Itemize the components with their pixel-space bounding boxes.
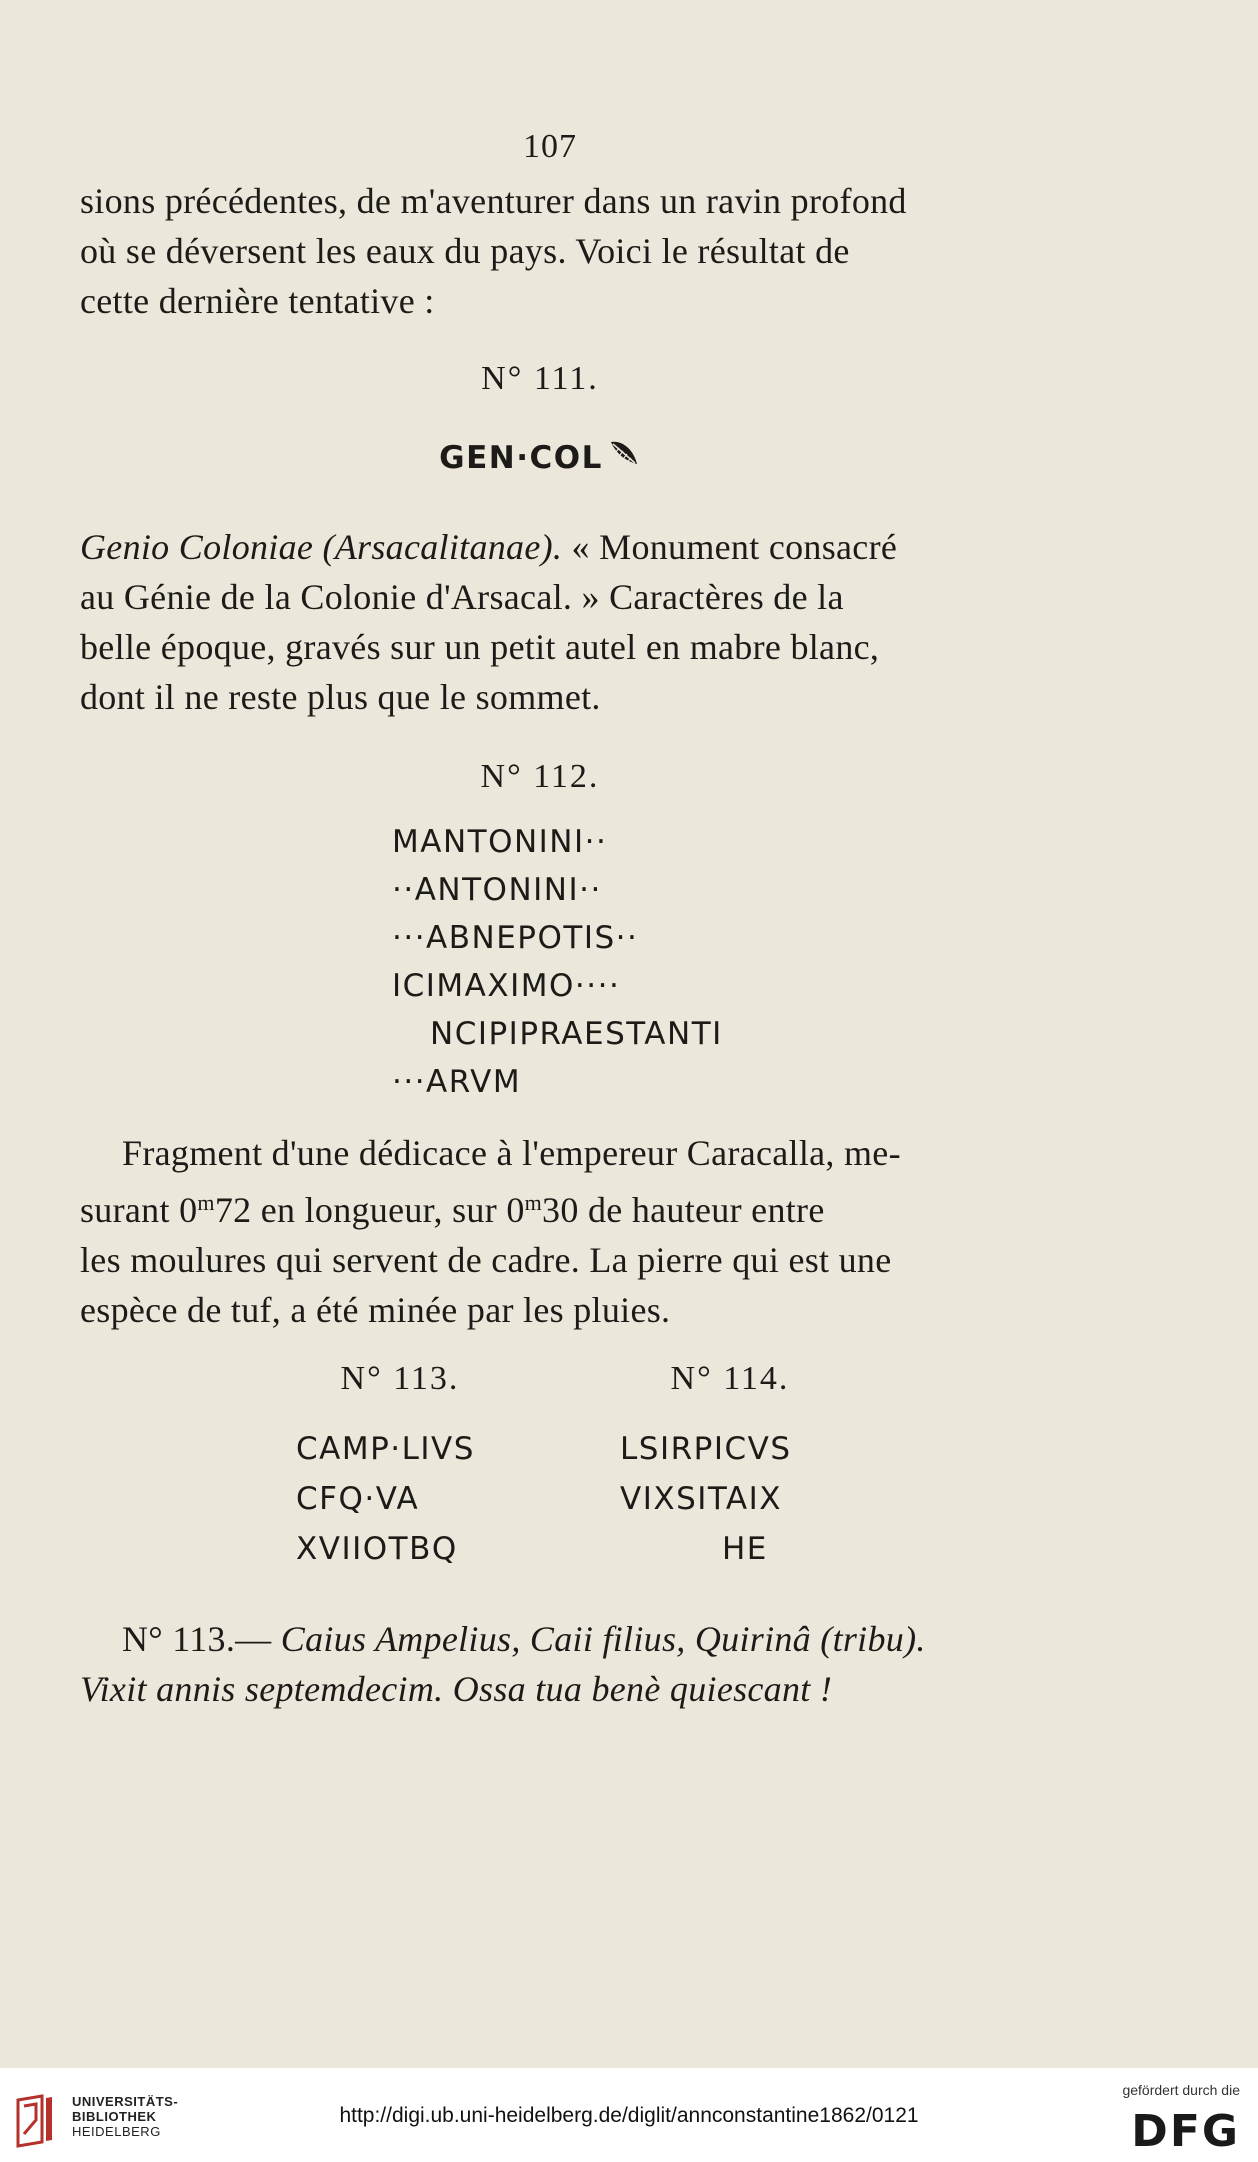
inscription-line: CAMP·LIVS [296,1431,475,1467]
no112-desc-line: les moulures qui servent de cadre. La pierre qui est une [80,1240,892,1280]
no111-inscription-text: GEN·COL [439,440,603,476]
no113-heading: N° 113. [340,1360,460,1397]
no113-inscription [296,1424,475,1574]
no112-desc-line: espèce de tuf, a été minée par les pluies. [80,1290,671,1330]
no112-desc-line: Fragment d'une dédicace à l'empereur Caracalla, me- [122,1133,901,1173]
no111-latin-text: Genio Coloniae (Arsacalitanae). [80,527,563,567]
no112-heading: N° 112. [480,758,600,795]
no111-desc-line: au Génie de la Colonie d'Arsacal. » Caractères de la [80,577,844,617]
inscription-line: XVIIOTBQ [296,1531,458,1567]
inscription-line: VIXSITAIX [620,1481,783,1517]
no111-desc-first-line [80,522,1000,572]
no112-desc-line: surant 0$^m$72 en longueur, sur 0$^m$30 de hauteur entre [80,1190,825,1230]
inscription-line: LSIRPICVS [620,1431,792,1467]
inscription-line: CFQ·VA [296,1481,420,1517]
inscription-line: NCIPIPRAESTANTI [430,1016,723,1052]
no112-inscription [392,818,723,1106]
leaf-ornament-icon [607,436,641,484]
library-name: UNIVERSITÄTS- BIBLIOTHEK HEIDELBERG [72,2094,179,2139]
no111-heading: N° 111. [481,360,599,397]
intro-paragraph [80,176,1000,326]
translation-label: N° 113.— [122,1619,272,1659]
no111-inscription [0,434,1080,484]
page-number: 107 [523,128,577,165]
no111-desc-line: dont il ne reste plus que le sommet. [80,677,601,717]
intro-line: sions précédentes, de m'aventurer dans un ravin profond [80,181,907,221]
no114-heading: N° 114. [670,1360,790,1397]
no114-inscription [620,1424,792,1574]
no111-desc-line: « Monument consacré [571,527,898,567]
inscription-line: ··ANTONINI·· [392,872,602,908]
translation-text: Caius Ampelius, Caii filius, Quirinâ (tribu). [280,1619,926,1659]
no111-desc-line: belle époque, gravés sur un petit autel en mabre blanc, [80,627,880,667]
inscription-line: ICIMAXIMO···· [392,968,621,1004]
inscription-line: ···ARVM [392,1064,522,1100]
funded-by-text: gefördert durch die [1122,2082,1240,2098]
inscription-line: HE [722,1531,768,1567]
source-url-link[interactable]: http://digi.ub.uni-heidelberg.de/diglit/annconstantine1862/0121 [339,2104,919,2127]
intro-line: où se déversent les eaux du pays. Voici le résultat de [80,231,850,271]
no112-description [80,1128,1000,1335]
translation-line: Vixit annis septemdecim. Ossa tua benè quiescant ! [80,1669,833,1709]
digitization-footer [0,2068,1258,2162]
translation-line [80,1614,1000,1664]
no113-translation [80,1614,1000,1714]
inscription-line: MANTONINI·· [392,824,608,860]
no111-description [80,522,1000,722]
dfg-logo: DFG [1131,2106,1240,2157]
intro-line: cette dernière tentative : [80,281,435,321]
inscription-line: ···ABNEPOTIS·· [392,920,639,956]
